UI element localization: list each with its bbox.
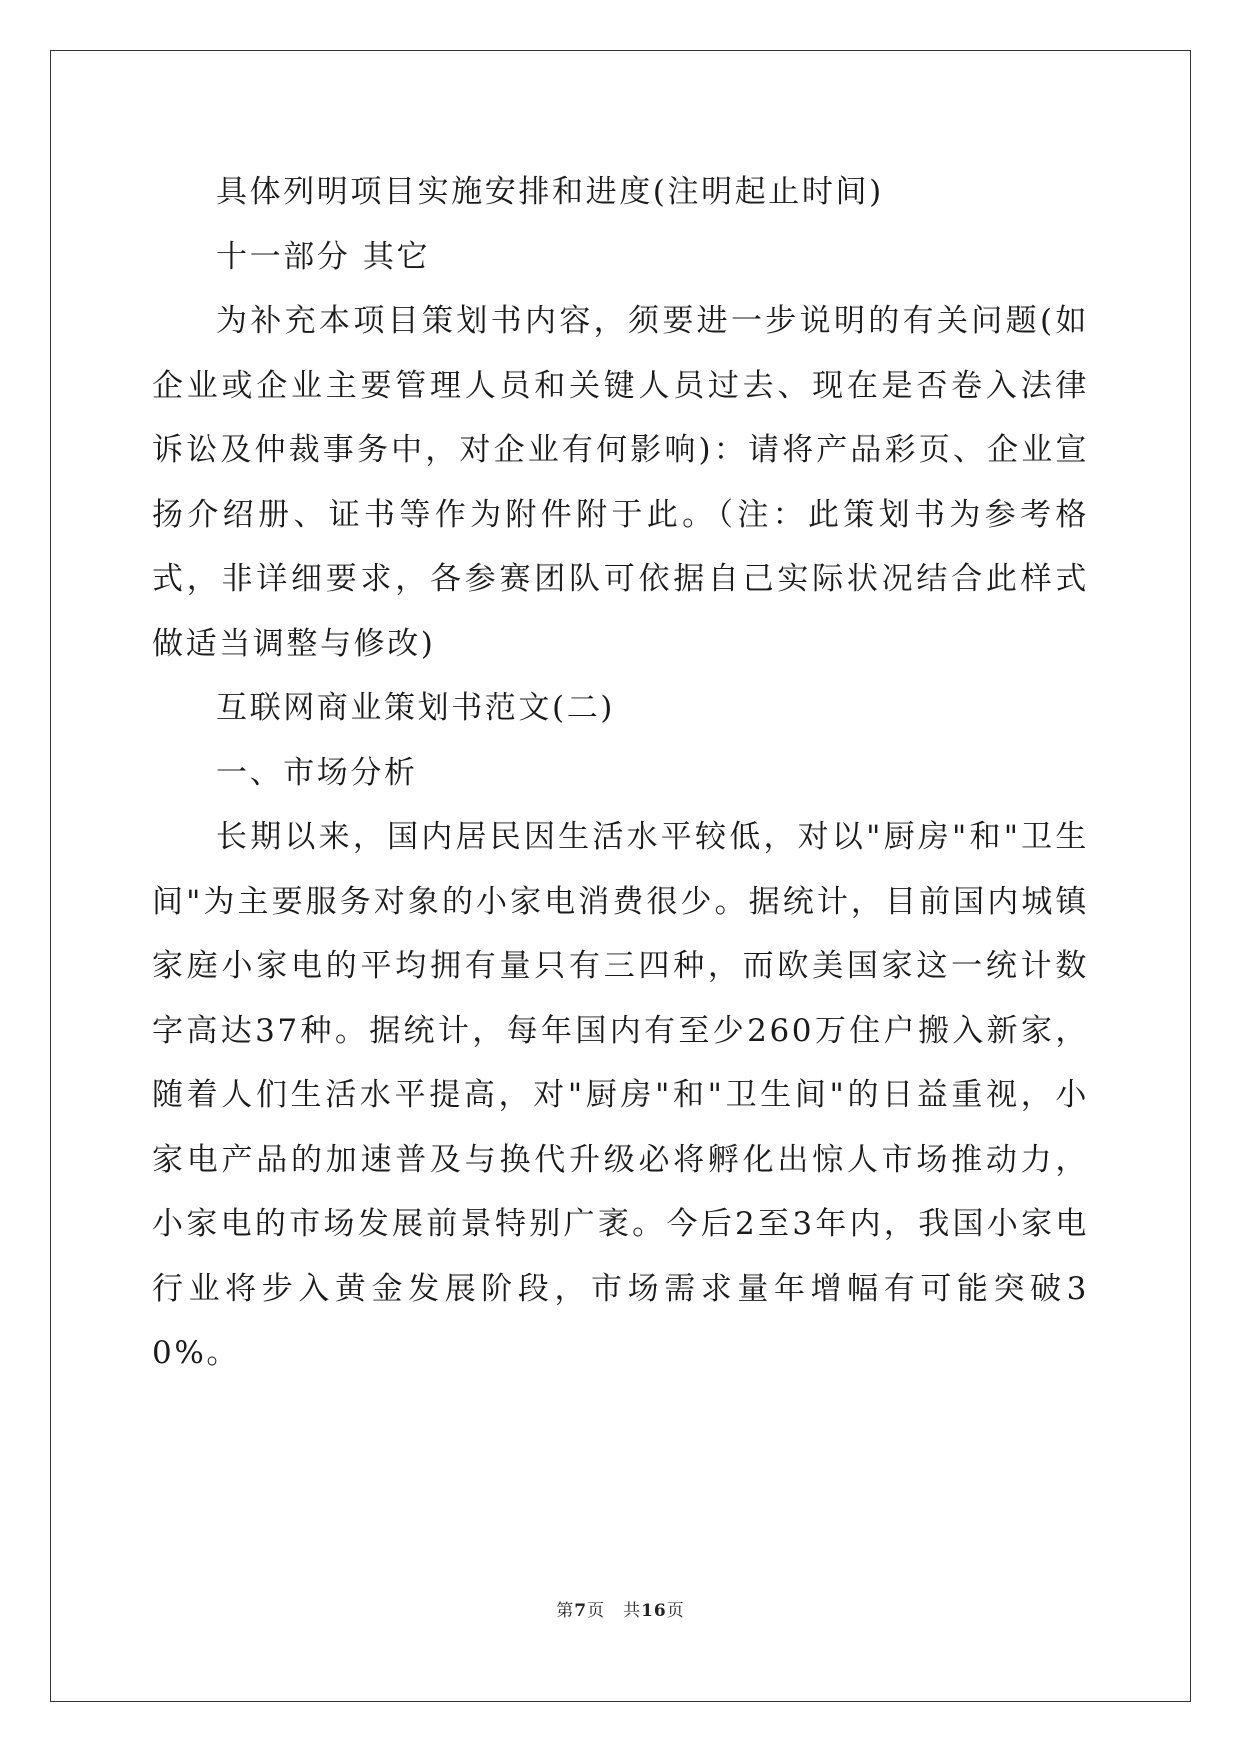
footer-total-suffix: 页	[666, 1601, 685, 1621]
footer-total-prefix: 共	[623, 1601, 642, 1621]
paragraph-market-analysis: 长期以来，国内居民因生活水平较低，对以"厨房"和"卫生间"为主要服务对象的小家电消费很少。据统计，目前国内城镇家庭小家电的平均拥有量只有三四种，而欧美国家这一统计数字高达37种。据统计，每年国内有至少260万住户搬入新家，随着人们生活水平提高，对"厨房"和"卫生间"的日益重视，小家电产品的加速普及与换代升级必将孵化出惊人市场推动力，小家电的市场发展前景特别广袤。今后2至3年内，我国小家电行业将步入黄金发展阶段，市场需求量年增幅有可能突破30%。	[152, 819, 1089, 1371]
document-body	[152, 160, 1089, 1386]
paragraph-supplement: 为补充本项目策划书内容，须要进一步说明的有关问题(如企业或企业主要管理人员和关键人员过去、现在是否卷入法律诉讼及仲裁事务中，对企业有何影响)：请将产品彩页、企业宣扬介绍册、证书等作为附件附于此。（注：此策划书为参考格式，非详细要求，各参赛团队可依据自己实际状况结合此样式做适当调整与修改)	[152, 303, 1089, 662]
paragraph-schedule: 具体列明项目实施安排和进度(注明起止时间)	[216, 174, 884, 210]
page-footer	[0, 1596, 1241, 1621]
footer-page-suffix: 页	[587, 1601, 606, 1621]
document-subtitle: 互联网商业策划书范文(二)	[216, 690, 615, 726]
total-page-count: 16	[641, 1601, 667, 1621]
section-heading-other: 十一部分 其它	[216, 238, 431, 275]
current-page-number: 7	[574, 1601, 588, 1621]
footer-prefix: 第	[556, 1601, 575, 1621]
section-heading-market-analysis: 一、市场分析	[216, 754, 418, 791]
